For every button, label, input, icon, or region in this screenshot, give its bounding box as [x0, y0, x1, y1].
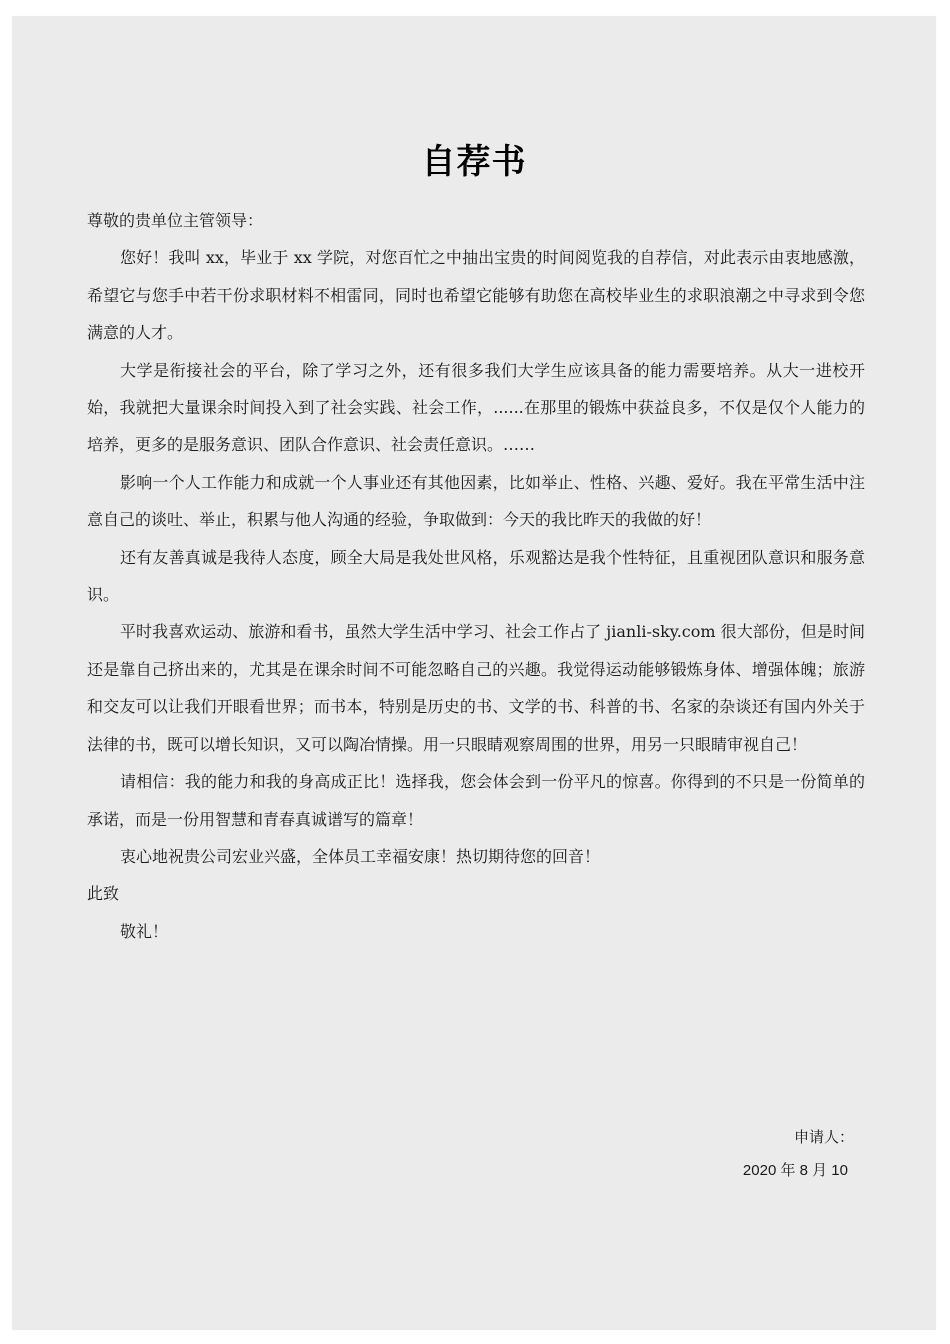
- signature-block: [743, 1120, 854, 1188]
- paragraph-university: 大学是衔接社会的平台，除了学习之外，还有很多我们大学生应该具备的能力需要培养。从大一进校开始，我就把大量课余时间投入到了社会实践、社会工作，......在那里的锻炼中获益良多，不仅是仅个人能力的培养，更多的是服务意识、团队合作意识、社会责任意识。……: [87, 360, 865, 455]
- signature-date: 2020 年 8 月 10: [742, 1162, 848, 1179]
- closing-line-2: 敬礼！: [120, 921, 169, 941]
- closing-line-1: 此致: [87, 884, 120, 904]
- paragraph-attitude: 还有友善真诚是我待人态度，顾全大局是我处世风格，乐观豁达是我个性特征，且重视团队意识和服务意识。: [87, 547, 865, 605]
- paragraph-hobbies: 平时我喜欢运动、旅游和看书，虽然大学生活中学习、社会工作占了 jianli-sky.com 很大部份，但是时间还是靠自己挤出来的，尤其是在课余时间不可能忽略自己的兴趣。我觉得运动能够锻炼身体、增强体魄；旅游和交友可以让我们开眼看世界；而书本，特别是历史的书、文学的书、科普的书、名家的杂谈还有国内外关于法律的书，既可以增长知识，又可以陶冶情操。用一只眼睛观察周围的世界，用另一只眼睛审视自己！: [87, 622, 865, 754]
- paragraph-wishes: 衷心地祝贵公司宏业兴盛，全体员工幸福安康！热切期待您的回音！: [120, 846, 601, 866]
- paragraph-greeting: 您好！我叫 xx，毕业于 xx 学院，对您百忙之中抽出宝贵的时间阅览我的自荐信，对此表示由衷地感激，希望它与您手中若干份求职材料不相雷同，同时也希望它能够有助您在高校毕业生的求职浪潮之中寻求到令您满意的人才。: [87, 248, 865, 343]
- document-page: [12, 16, 936, 1330]
- paragraph-personality: 影响一个人工作能力和成就一个人事业还有其他因素，比如举止、性格、兴趣、爱好。我在平常生活中注意自己的谈吐、举止，积累与他人沟通的经验，争取做到：今天的我比昨天的我做的好！: [87, 472, 865, 530]
- document-title: 自荐书: [421, 142, 527, 182]
- signature-label: 申请人：: [793, 1128, 854, 1146]
- salutation: 尊敬的贵单位主管领导：: [87, 211, 264, 230]
- letter-body: [87, 202, 865, 950]
- paragraph-promise: 请相信：我的能力和我的身高成正比！选择我，您会体会到一份平凡的惊喜。你得到的不只是一份简单的承诺，而是一份用智慧和青春真诚谱写的篇章！: [87, 772, 865, 829]
